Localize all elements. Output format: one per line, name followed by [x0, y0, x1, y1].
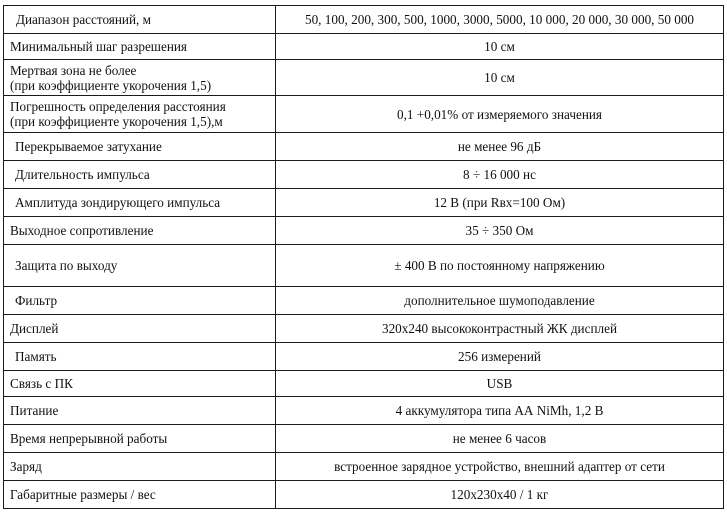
table-row — [4, 133, 724, 161]
value-cell: 35 ÷ 350 Ом — [276, 217, 724, 245]
param-cell: Габаритные размеры / вес — [4, 481, 276, 509]
table-row — [4, 217, 724, 245]
param-cell: Защита по выходу — [4, 245, 276, 287]
value-cell: дополнительное шумоподавление — [276, 287, 724, 315]
table-row — [4, 315, 724, 343]
param-cell — [4, 96, 276, 133]
param-cell: Длительность импульса — [4, 161, 276, 189]
param-cell: Фильтр — [4, 287, 276, 315]
param-cell: Амплитуда зондирующего импульса — [4, 189, 276, 217]
param-cell: Питание — [4, 397, 276, 425]
table-row — [4, 189, 724, 217]
param-cell: Заряд — [4, 453, 276, 481]
value-cell: 120x230x40 / 1 кг — [276, 481, 724, 509]
value-cell: 0,1 +0,01% от измеряемого значения — [276, 96, 724, 133]
table-row — [4, 453, 724, 481]
param-line-1: Погрешность определения расстояния — [10, 99, 226, 114]
table-row — [4, 287, 724, 315]
param-line-2: (при коэффициенте укорочения 1,5) — [10, 77, 212, 93]
value-cell: 320x240 высококонтрастный ЖК дисплей — [276, 315, 724, 343]
value-cell: 256 измерений — [276, 343, 724, 371]
param-cell: Связь с ПК — [4, 371, 276, 397]
param-cell: Дисплей — [4, 315, 276, 343]
value-cell: 4 аккумулятора типа АА NiMh, 1,2 В — [276, 397, 724, 425]
specifications-table — [3, 5, 724, 509]
value-cell: не менее 6 часов — [276, 425, 724, 453]
table-row — [4, 425, 724, 453]
param-cell: Перекрываемое затухание — [4, 133, 276, 161]
param-cell: Выходное сопротивление — [4, 217, 276, 245]
param-cell: Память — [4, 343, 276, 371]
table-row — [4, 343, 724, 371]
value-cell: 10 см — [276, 60, 724, 96]
param-cell: Минимальный шаг разрешения — [4, 34, 276, 60]
value-cell: 12 В (при Rвх=100 Ом) — [276, 189, 724, 217]
value-cell: не менее 96 дБ — [276, 133, 724, 161]
table-row — [4, 34, 724, 60]
param-cell — [4, 60, 276, 96]
table-row — [4, 481, 724, 509]
param-line-2: (при коэффициенте укорочения 1,5),м — [10, 114, 223, 129]
param-line-1: Мертвая зона не более — [10, 62, 137, 78]
table-row — [4, 397, 724, 425]
value-cell: 8 ÷ 16 000 нс — [276, 161, 724, 189]
table-row — [4, 60, 724, 96]
param-cell: Время непрерывной работы — [4, 425, 276, 453]
table-row — [4, 6, 724, 34]
specifications-sheet — [3, 5, 723, 509]
value-cell: USB — [276, 371, 724, 397]
table-row — [4, 161, 724, 189]
value-cell: 50, 100, 200, 300, 500, 1000, 3000, 5000, 10 000, 20 000, 30 000, 50 000 — [276, 6, 724, 34]
param-cell: Диапазон расстояний, м — [4, 6, 276, 34]
value-cell: встроенное зарядное устройство, внешний адаптер от сети — [276, 453, 724, 481]
value-cell: ± 400 В по постоянному напряжению — [276, 245, 724, 287]
table-row — [4, 96, 724, 133]
table-row — [4, 245, 724, 287]
table-row — [4, 371, 724, 397]
value-cell: 10 см — [276, 34, 724, 60]
